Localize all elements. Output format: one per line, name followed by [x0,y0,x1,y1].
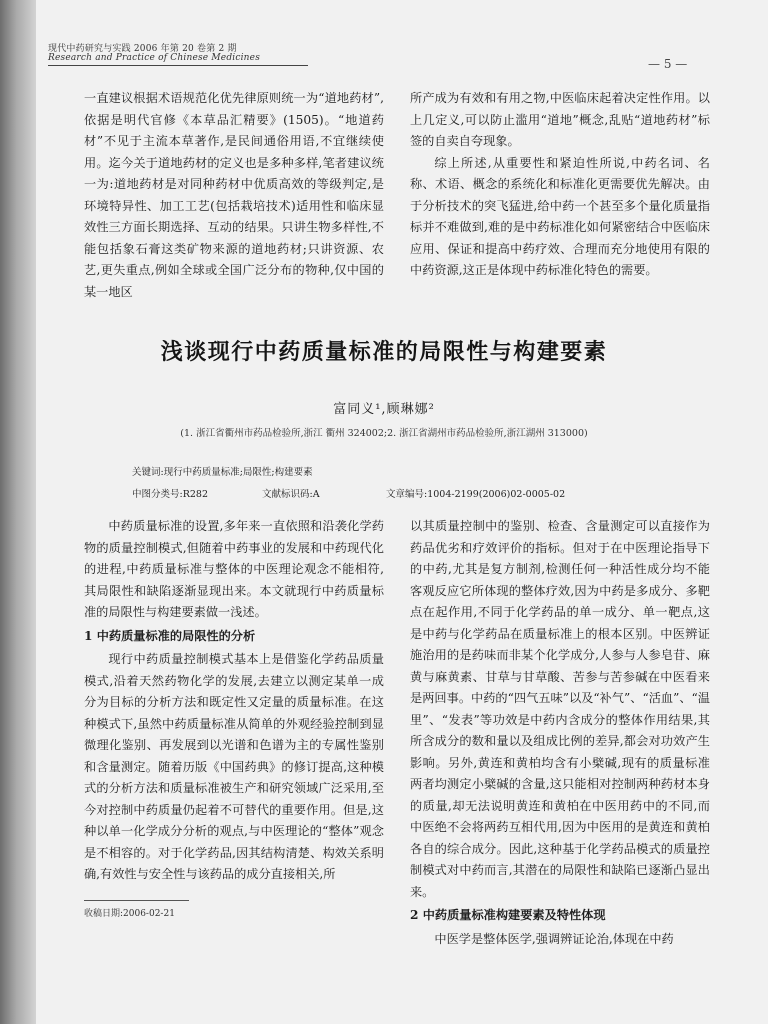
header-rule [48,65,308,66]
paragraph: 中医学是整体医学,强调辨证论治,体现在中药 [434,931,674,946]
paragraph: 一直建议根据术语规范化优先律原则统一为“道地药材”,依据是明代官修《本草品汇精要》(1505)。“地道药材”不见于主流本草著作,是民间通俗用语,不宜继续使用。迄今关于道地药材的定义也是多种多样,笔者建议统一为:道地药材是对同种药材中优质高效的等级判定,是环境特异性、加工工艺(包括栽培技术)适用性和临床显效性三方面长期选择、互动的结果。只讲生物多样性,不能包括象石膏这类矿物来源的道地药材;只讲资源、农艺,更失重点,例如全球或全国广泛分布的物种,仅中国的某一地区 [84,91,384,299]
section-heading-2: 2 中药质量标准构建要素及特性体现 [410,908,606,922]
keywords: 关键词:现行中药质量标准;局限性;构建要素 [132,467,313,478]
book-spine-shadow [0,0,36,1024]
article-number: 文章编号:1004-2199(2006)02-0005-02 [386,489,566,500]
journal-name-en: Research and Practice of Chinese Medicines [48,53,261,63]
article-authors: 富同义¹,顾琳娜² [333,402,435,417]
section-heading-1: 1 中药质量标准的局限性的分析 [84,628,256,643]
paragraph: 综上所述,从重要性和紧迫性所说,中药名词、名称、术语、概念的系统化和标准化更需要优先解决。由于分析技术的突飞猛进,给中药一个甚至多个量化质量指标并不难做到,难的是中药标准化如何紧密结合中医临床应用、保证和提高中药疗效、合理而充分地使用有限的中药资源,这正是体现中药标准化特色的需要。 [410,155,710,277]
article-title: 浅谈现行中药质量标准的局限性与构建要素 [160,340,608,365]
continued-text-right [410,88,710,282]
received-date: 收稿日期:2006-02-21 [84,909,175,919]
author-affiliation: (1. 浙江省衢州市药品检验所,浙江 衢州 324002;2. 浙江省湖州市药品检验所,浙江湖州 313000) [180,428,588,439]
continued-text-left [84,88,384,303]
footnote-rule [84,900,189,901]
paragraph: 现行中药质量控制模式基本上是借鉴化学药品质量模式,沿着天然药物化学的发展,去建立以测定某单一成分为目标的分析方法和既定性又定量的质量标准。在这种模式下,虽然中药质量标准从简单的外观经验控制到显微理化鉴别、再发展到以光谱和色谱为主的专属性鉴别和含量测定。随着历版《中国药典》的修订提高,这种模式的分析方法和质量标准被生产和研究领域广泛采用,至今对控制中药质量仍起着不可替代的重要作用。但是,这种以单一化学成分分析的观点,与中医理论的“整体”观念是不相容的。对于化学药品,因其结构清楚、构效关系明确,有效性与安全性与该药品的成分直接相关,所 [84,652,384,881]
page-number: — 5 — [648,57,688,71]
body-column-right [410,516,710,950]
paragraph: 所产成为有效和有用之物,中医临床起着决定性作用。以上几定义,可以防止滥用“道地”概念,乱贴“道地药材”标签的自卖自夸现象。 [410,91,710,148]
document-code: 文献标识码:A [262,489,320,500]
paragraph: 以其质量控制中的鉴别、检查、含量测定可以直接作为药品优劣和疗效评价的指标。但对于在中医理论指导下的中药,尤其是复方制剂,检测任何一种活性成分均不能客观反应它所体现的整体疗效,因为中药是多成分、多靶点在起作用,不同于化学药品的单一成分、单一靶点,这是中药与化学药品在质量标准上的根本区别。中医辨证施治用的是药味而非某个化学成分,人参与人参皂苷、麻黄与麻黄素、甘草与甘草酸、苦参与苦参碱在中医看来是两回事。中药的“四气五味”以及“补气”、“活血”、“温里”、“发表”等功效是中药内含成分的整体作用结果,其所含成分的数和量以及组成比例的差异,都会对功效产生影响。另外,黄连和黄柏均含有小檗碱,现有的质量标准两者均测定小檗碱的含量,这只能相对控制两种药材本身的质量,却无法说明黄连和黄柏在中医用药中的不同,而中医绝不会将两药互相代用,因为中医用的是黄连和黄柏各自的综合成分。因此,这种基于化学药品模式的质量控制模式对中药而言,其潜在的局限性和缺陷已逐渐凸显出来。 [410,519,710,899]
clc-number: 中图分类号:R282 [132,489,208,500]
journal-name-cn: 现代中药研究与实践 2006 年第 20 卷第 2 期 [48,44,237,54]
body-column-left [84,516,384,886]
intro-paragraph: 中药质量标准的设置,多年来一直依照和沿袭化学药物的质量控制模式,但随着中药事业的发展和中药现代化的进程,中药质量标准与整体的中医理论观念不能相符,其局限性和缺陷逐渐显现出来。本文就现行中药质量标准的局限性与构建要素做一浅述。 [84,519,384,619]
